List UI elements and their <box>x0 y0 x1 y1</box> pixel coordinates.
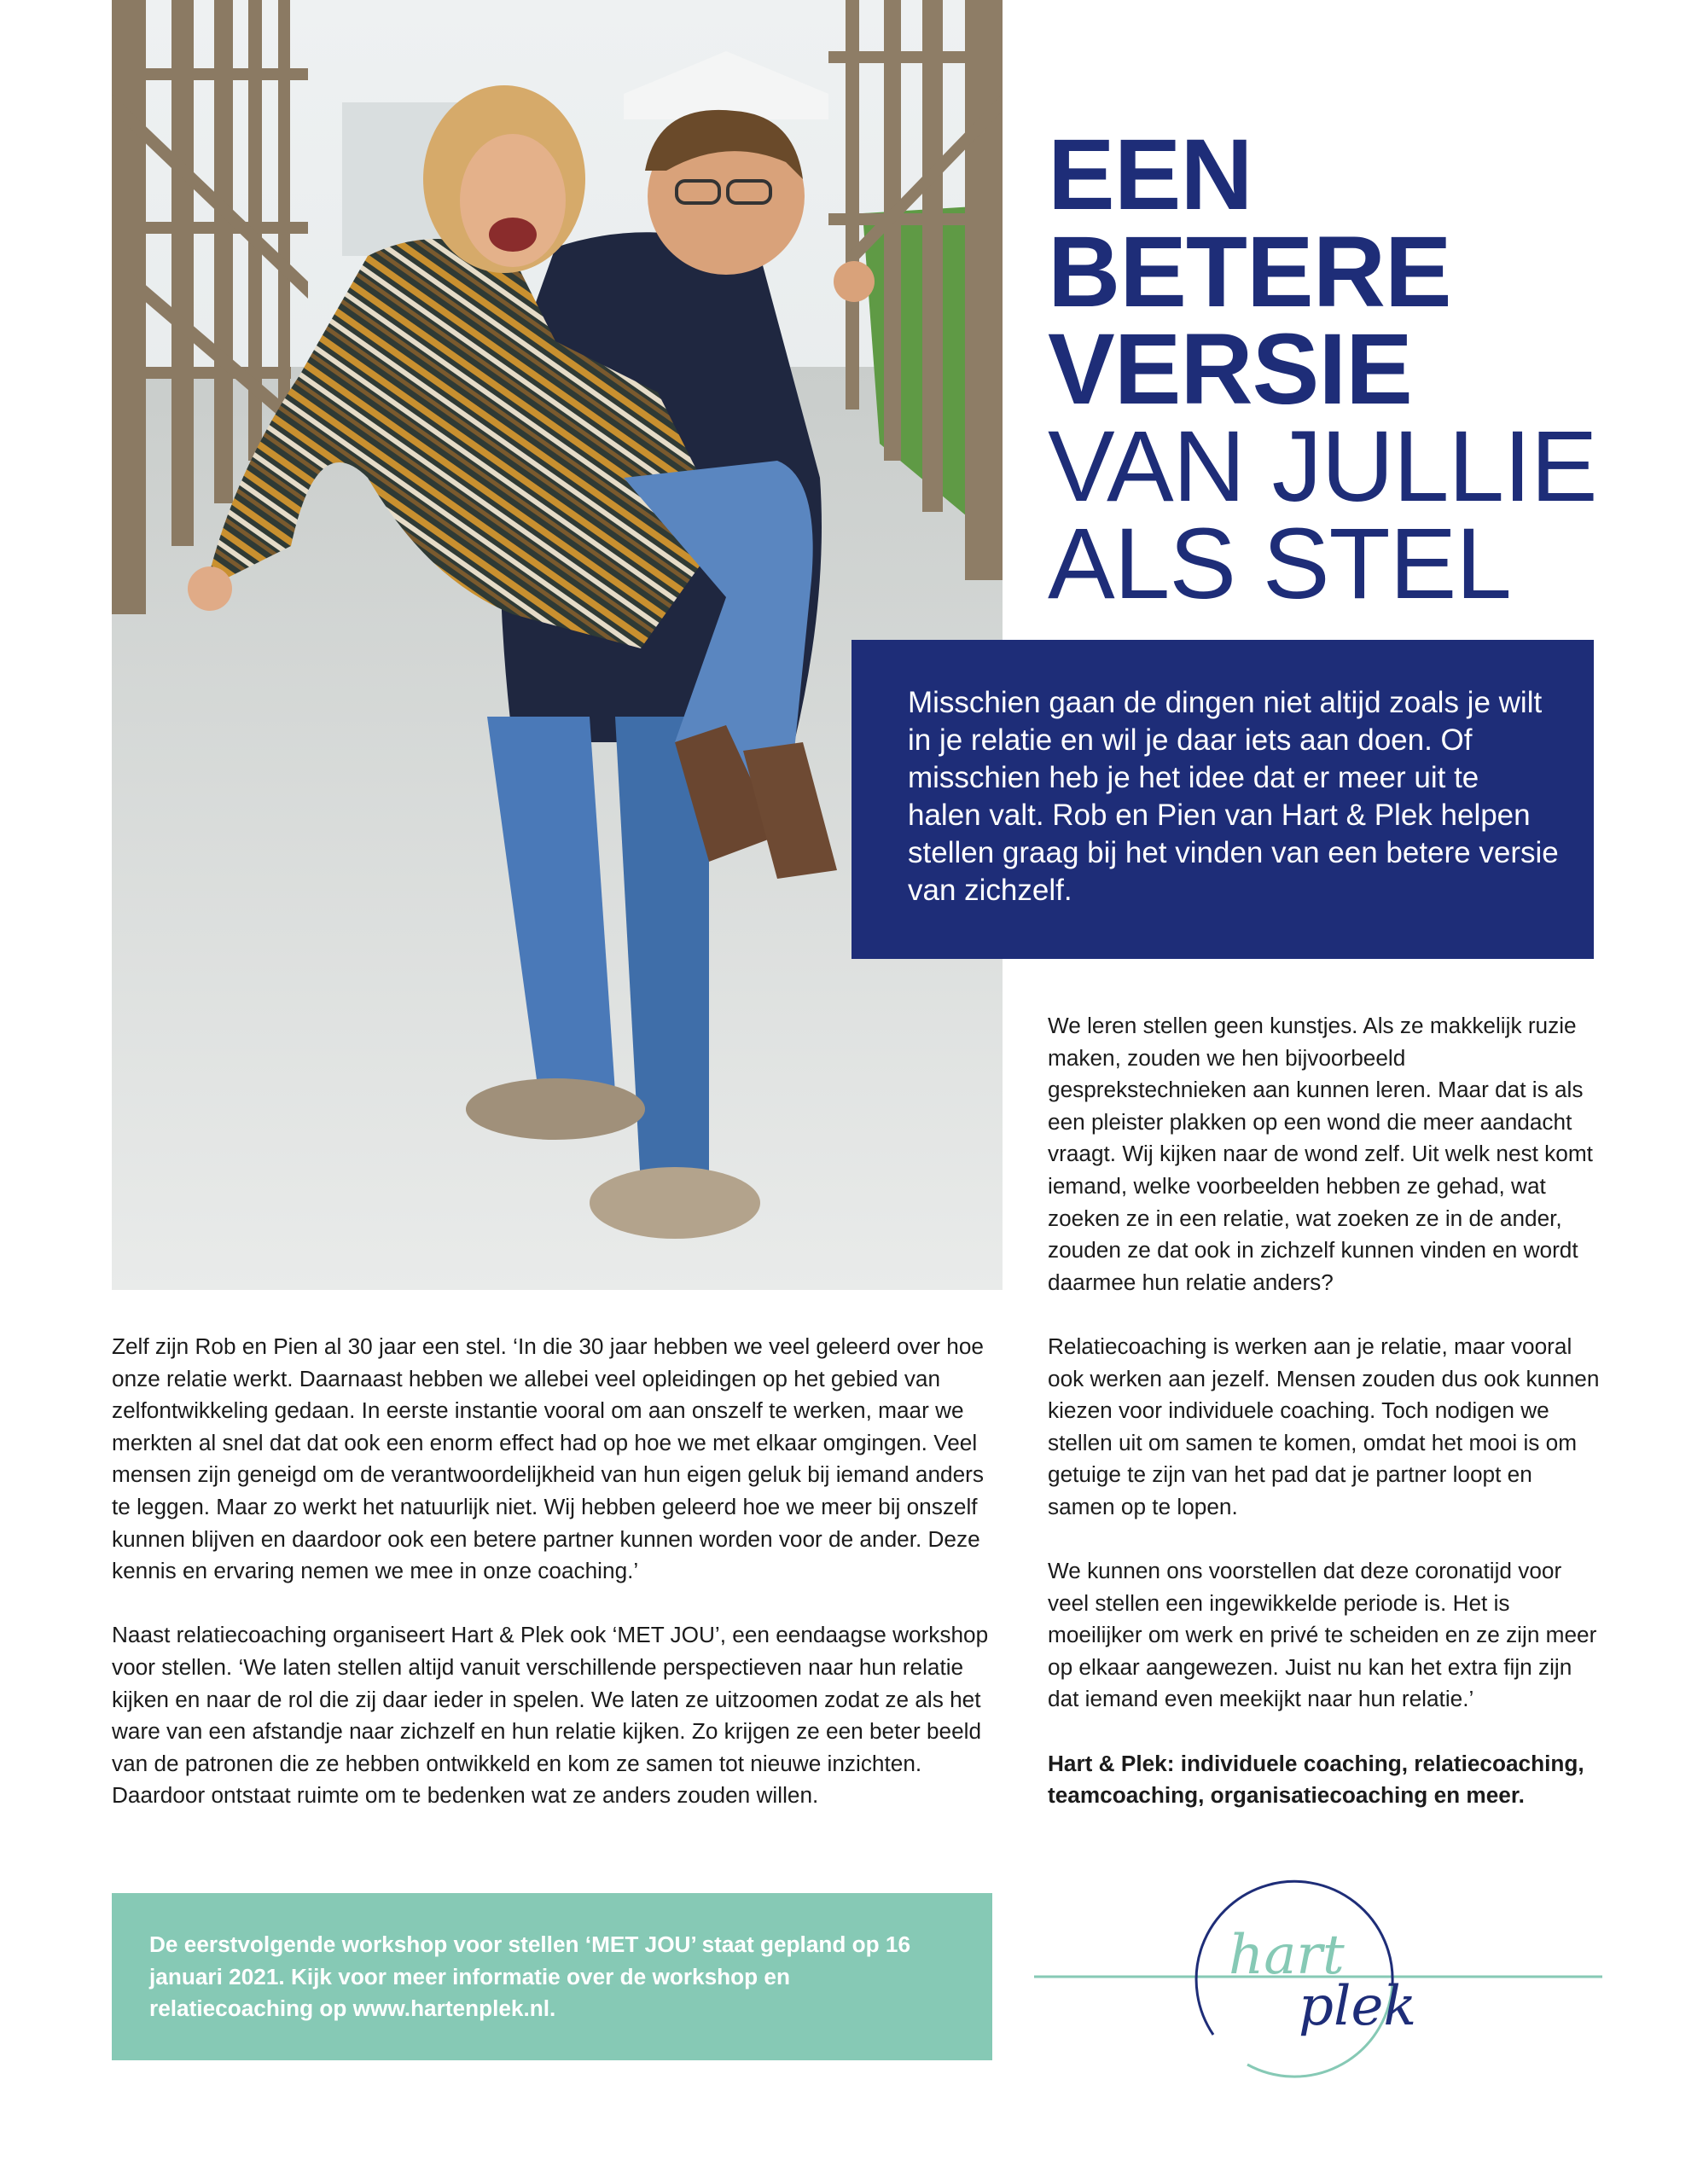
left-paragraph-1: Zelf zijn Rob en Pien al 30 jaar een stel. ‘In die 30 jaar hebben we veel geleerd over hoe onze relatie werkt. Daarnaast hebben we allebei veel opleidingen op het gebied van zelfontwikkeling gedaan. In eerste instantie vooral om aan onszelf te werken, maar we merkten al snel dat dat ook een enorm effect had op hoe we met elkaar omgingen. Veel mensen zijn geneigd om de verantwoordelijkheid van hun eigen geluk bij iemand anders te leggen. Maar zo werkt het natuurlijk niet. Wij hebben geleerd hoe we meer bij onszelf kunnen blijven en daardoor ook een betere partner kunnen worden voor de ander. Deze kennis en ervaring nemen we mee in onze coaching.’ <box>112 1333 984 1584</box>
intro-text: Misschien gaan de dingen niet altijd zoals je wilt in je relatie en wil je daar iets aan doen. Of misschien heb je het idee dat er meer uit te halen valt. Rob en Pien van Hart & Plek helpen stellen graag bij het vinden van een betere versie van zichzelf. <box>908 686 1559 907</box>
workshop-callout <box>112 1893 992 2060</box>
intro-box <box>852 640 1594 959</box>
right-paragraph-2: Relatiecoaching is werken aan je relatie, maar vooral ook werken aan jezelf. Mensen zouden dus ook kunnen kiezen voor individuele coaching. Toch nodigen we stellen uit om samen te komen, omdat het mooi is om getuige te zijn van het pad dat je partner loopt en samen op te lopen. <box>1048 1333 1600 1519</box>
hart-en-plek-logo <box>1034 1873 1602 2082</box>
headline-line-3: VERSIE <box>1048 313 1412 426</box>
headline-line-2: BETERE <box>1048 216 1451 328</box>
workshop-callout-text: De eerstvolgende workshop voor stellen ‘MET JOU’ staat gepland op 16 januari 2021. Kijk voor meer informatie over de workshop en relatiecoaching op www.hartenplek.nl. <box>149 1931 911 2022</box>
left-column <box>112 1331 991 1844</box>
headline-line-1: EEN <box>1048 119 1253 231</box>
logo-word-hart: hart <box>1229 1924 1345 1987</box>
left-paragraph-2: Naast relatiecoaching organiseert Hart & Plek ook ‘MET JOU’, een eendaagse workshop voor stellen. ‘We laten stellen altijd vanuit verschillende perspectieven naar hun relatie kijken en naar de rol die zij daar ieder in spelen. We laten ze uitzoomen zodat ze als het ware van een afstandje naar zichzelf en hun relatie kijken. Zo krijgen ze een beter beeld van de patronen die ze hebben ontwikkeld en kom ze samen tot nieuwe inzichten. Daardoor ontstaat ruimte om te bedenken wat ze anders zouden willen. <box>112 1622 989 1809</box>
logo-word-plek: plek <box>1299 1975 1417 2038</box>
headline-line-5: ALS STEL <box>1048 508 1511 620</box>
right-paragraph-1: We leren stellen geen kunstjes. Als ze makkelijk ruzie maken, zouden we hen bijvoorbeeld gesprekstechnieken aan kunnen leren. Maar dat is als een pleister plakken op een wond die meer aandacht vraagt. Wij kijken naar de wond zelf. Uit welk nest komt iemand, welke voorbeelden hebben ze gehad, wat zoeken ze in een relatie, wat zoeken ze in de ander, zouden ze dat ook in zichzelf kunnen vinden en wordt daarmee hun relatie anders? <box>1048 1013 1593 1295</box>
headline-line-4: VAN JULLIE <box>1048 410 1597 523</box>
right-paragraph-3: We kunnen ons voorstellen dat deze coronatijd voor veel stellen een ingewikkelde periode is. Het is moeilijker om werk en privé te scheiden en ze zijn meer op elkaar aangewezen. Juist nu kan het extra fijn zijn dat iemand even meekijkt naar hun relatie.’ <box>1048 1558 1597 1712</box>
logo-graphic <box>1034 1873 1602 2082</box>
headline <box>1048 119 1662 620</box>
right-column <box>1048 1010 1602 1844</box>
services-summary: Hart & Plek: individuele coaching, relatiecoaching, teamcoaching, organisatiecoaching en meer. <box>1048 1750 1584 1809</box>
